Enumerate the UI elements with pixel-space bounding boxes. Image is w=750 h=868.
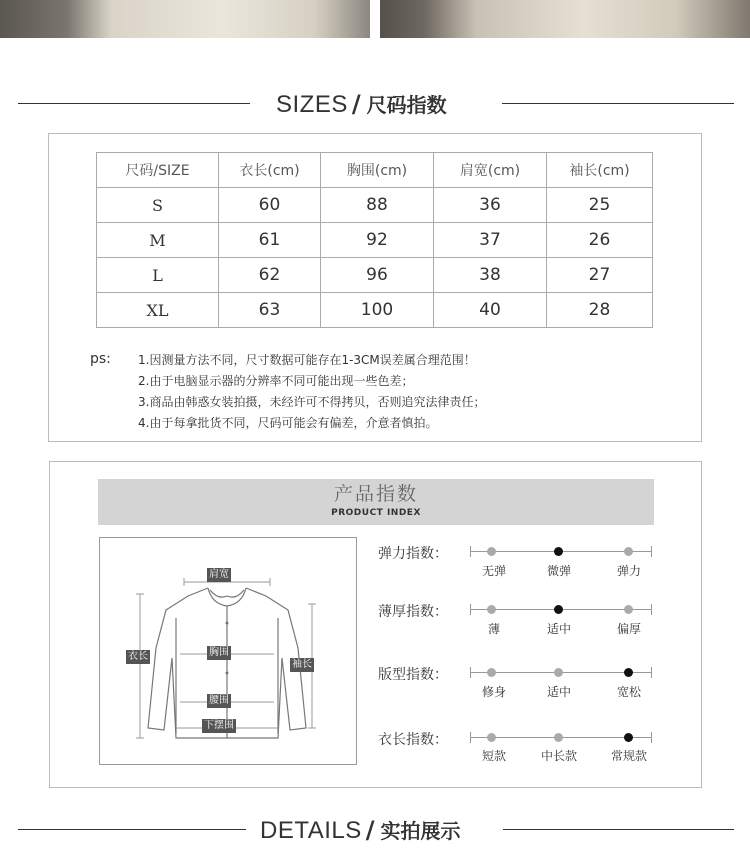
index-scale-thickness [470,603,652,615]
diagram-label-sleeve: 袖长 [292,659,312,670]
note-item: 1.因测量方法不同，尺寸数据可能存在1-3CM误差属合理范围！ [138,353,476,367]
index-option: 宽松 [616,685,642,699]
diagram-label-hem: 下摆围 [204,720,234,731]
scale-dot-selected [554,547,563,556]
index-scale-elasticity [470,545,652,557]
index-label-length: 衣长指数： [378,732,448,748]
table-row [97,188,653,223]
divider-line [502,103,734,104]
table-cell: XL [97,293,219,328]
notes-list [138,350,485,434]
table-cell: 40 [434,293,547,328]
scale-dot [487,605,496,614]
table-cell: 62 [219,258,321,293]
divider-line [503,829,734,830]
diagram-label-waist: 腰围 [209,695,229,706]
divider-line [18,829,246,830]
top-photo-left [0,0,370,38]
garment-diagram [99,537,357,765]
table-cell: 88 [321,188,434,223]
table-row [97,258,653,293]
table-row [97,293,653,328]
diagram-label-length: 衣长 [128,651,148,662]
table-row [97,223,653,258]
sizes-heading-sep: / [351,90,361,118]
scale-dot [487,668,496,677]
details-heading-sep: / [365,816,375,844]
index-label-thickness: 薄厚指数： [378,604,448,620]
size-table-header: 肩宽(cm) [434,153,547,188]
product-index-title-en: PRODUCT INDEX [331,508,421,518]
product-index-header [98,479,654,525]
index-scale-fit [470,666,652,678]
table-cell: 36 [434,188,547,223]
scale-dot [487,733,496,742]
size-table-header: 尺码/SIZE [97,153,219,188]
index-option: 适中 [546,685,572,699]
note-item: 4.由于每拿批货不同，尺码可能会有偏差，介意者慎拍。 [138,416,438,430]
index-option: 常规款 [610,749,648,763]
table-cell: 61 [219,223,321,258]
scale-dot [624,547,633,556]
size-table-header: 衣长(cm) [219,153,321,188]
table-cell: L [97,258,219,293]
size-table-header: 袖长(cm) [547,153,653,188]
index-option: 适中 [546,622,572,636]
diagram-label-chest: 胸围 [209,647,229,658]
index-option: 修身 [481,685,507,699]
table-cell: 27 [547,258,653,293]
scale-dot [624,605,633,614]
table-cell: 28 [547,293,653,328]
table-cell: M [97,223,219,258]
scale-dot-selected [624,668,633,677]
index-option: 无弹 [481,564,507,578]
table-cell: 60 [219,188,321,223]
notes-label: ps: [90,351,111,367]
scale-dot [554,733,563,742]
index-option: 中长款 [540,749,578,763]
details-heading-en: DETAILS [260,817,362,844]
sizes-heading-en: SIZES [276,91,348,118]
divider-line [18,103,250,104]
table-cell: S [97,188,219,223]
index-label-elasticity: 弹力指数： [378,546,448,562]
top-photo-right [380,0,750,38]
details-heading-cn: 实拍展示 [380,819,461,843]
note-item: 3.商品由韩惑女装拍摄，未经许可不得拷贝，否则追究法律责任； [138,395,486,409]
diagram-label-shoulder: 肩宽 [209,569,229,580]
table-cell: 96 [321,258,434,293]
size-table [96,152,653,328]
table-cell: 63 [219,293,321,328]
sizes-heading [276,89,447,119]
size-table-header: 胸围(cm) [321,153,434,188]
table-cell: 100 [321,293,434,328]
table-cell: 38 [434,258,547,293]
scale-dot [487,547,496,556]
details-heading [260,815,461,845]
index-option: 薄 [487,622,501,636]
scale-dot [554,668,563,677]
table-cell: 37 [434,223,547,258]
index-option: 偏厚 [616,622,642,636]
index-option: 短款 [481,749,507,763]
note-item: 2.由于电脑显示器的分辨率不同可能出现一些色差； [138,374,414,388]
table-cell: 92 [321,223,434,258]
index-label-fit: 版型指数： [378,667,448,683]
index-option: 弹力 [616,564,642,578]
index-option: 微弹 [546,564,572,578]
table-cell: 25 [547,188,653,223]
sizes-heading-cn: 尺码指数 [366,93,447,117]
size-table-header-row [97,153,653,188]
product-index-title-cn: 产品指数 [333,483,418,505]
index-scale-length [470,731,652,743]
scale-dot-selected [624,733,633,742]
scale-dot-selected [554,605,563,614]
table-cell: 26 [547,223,653,258]
